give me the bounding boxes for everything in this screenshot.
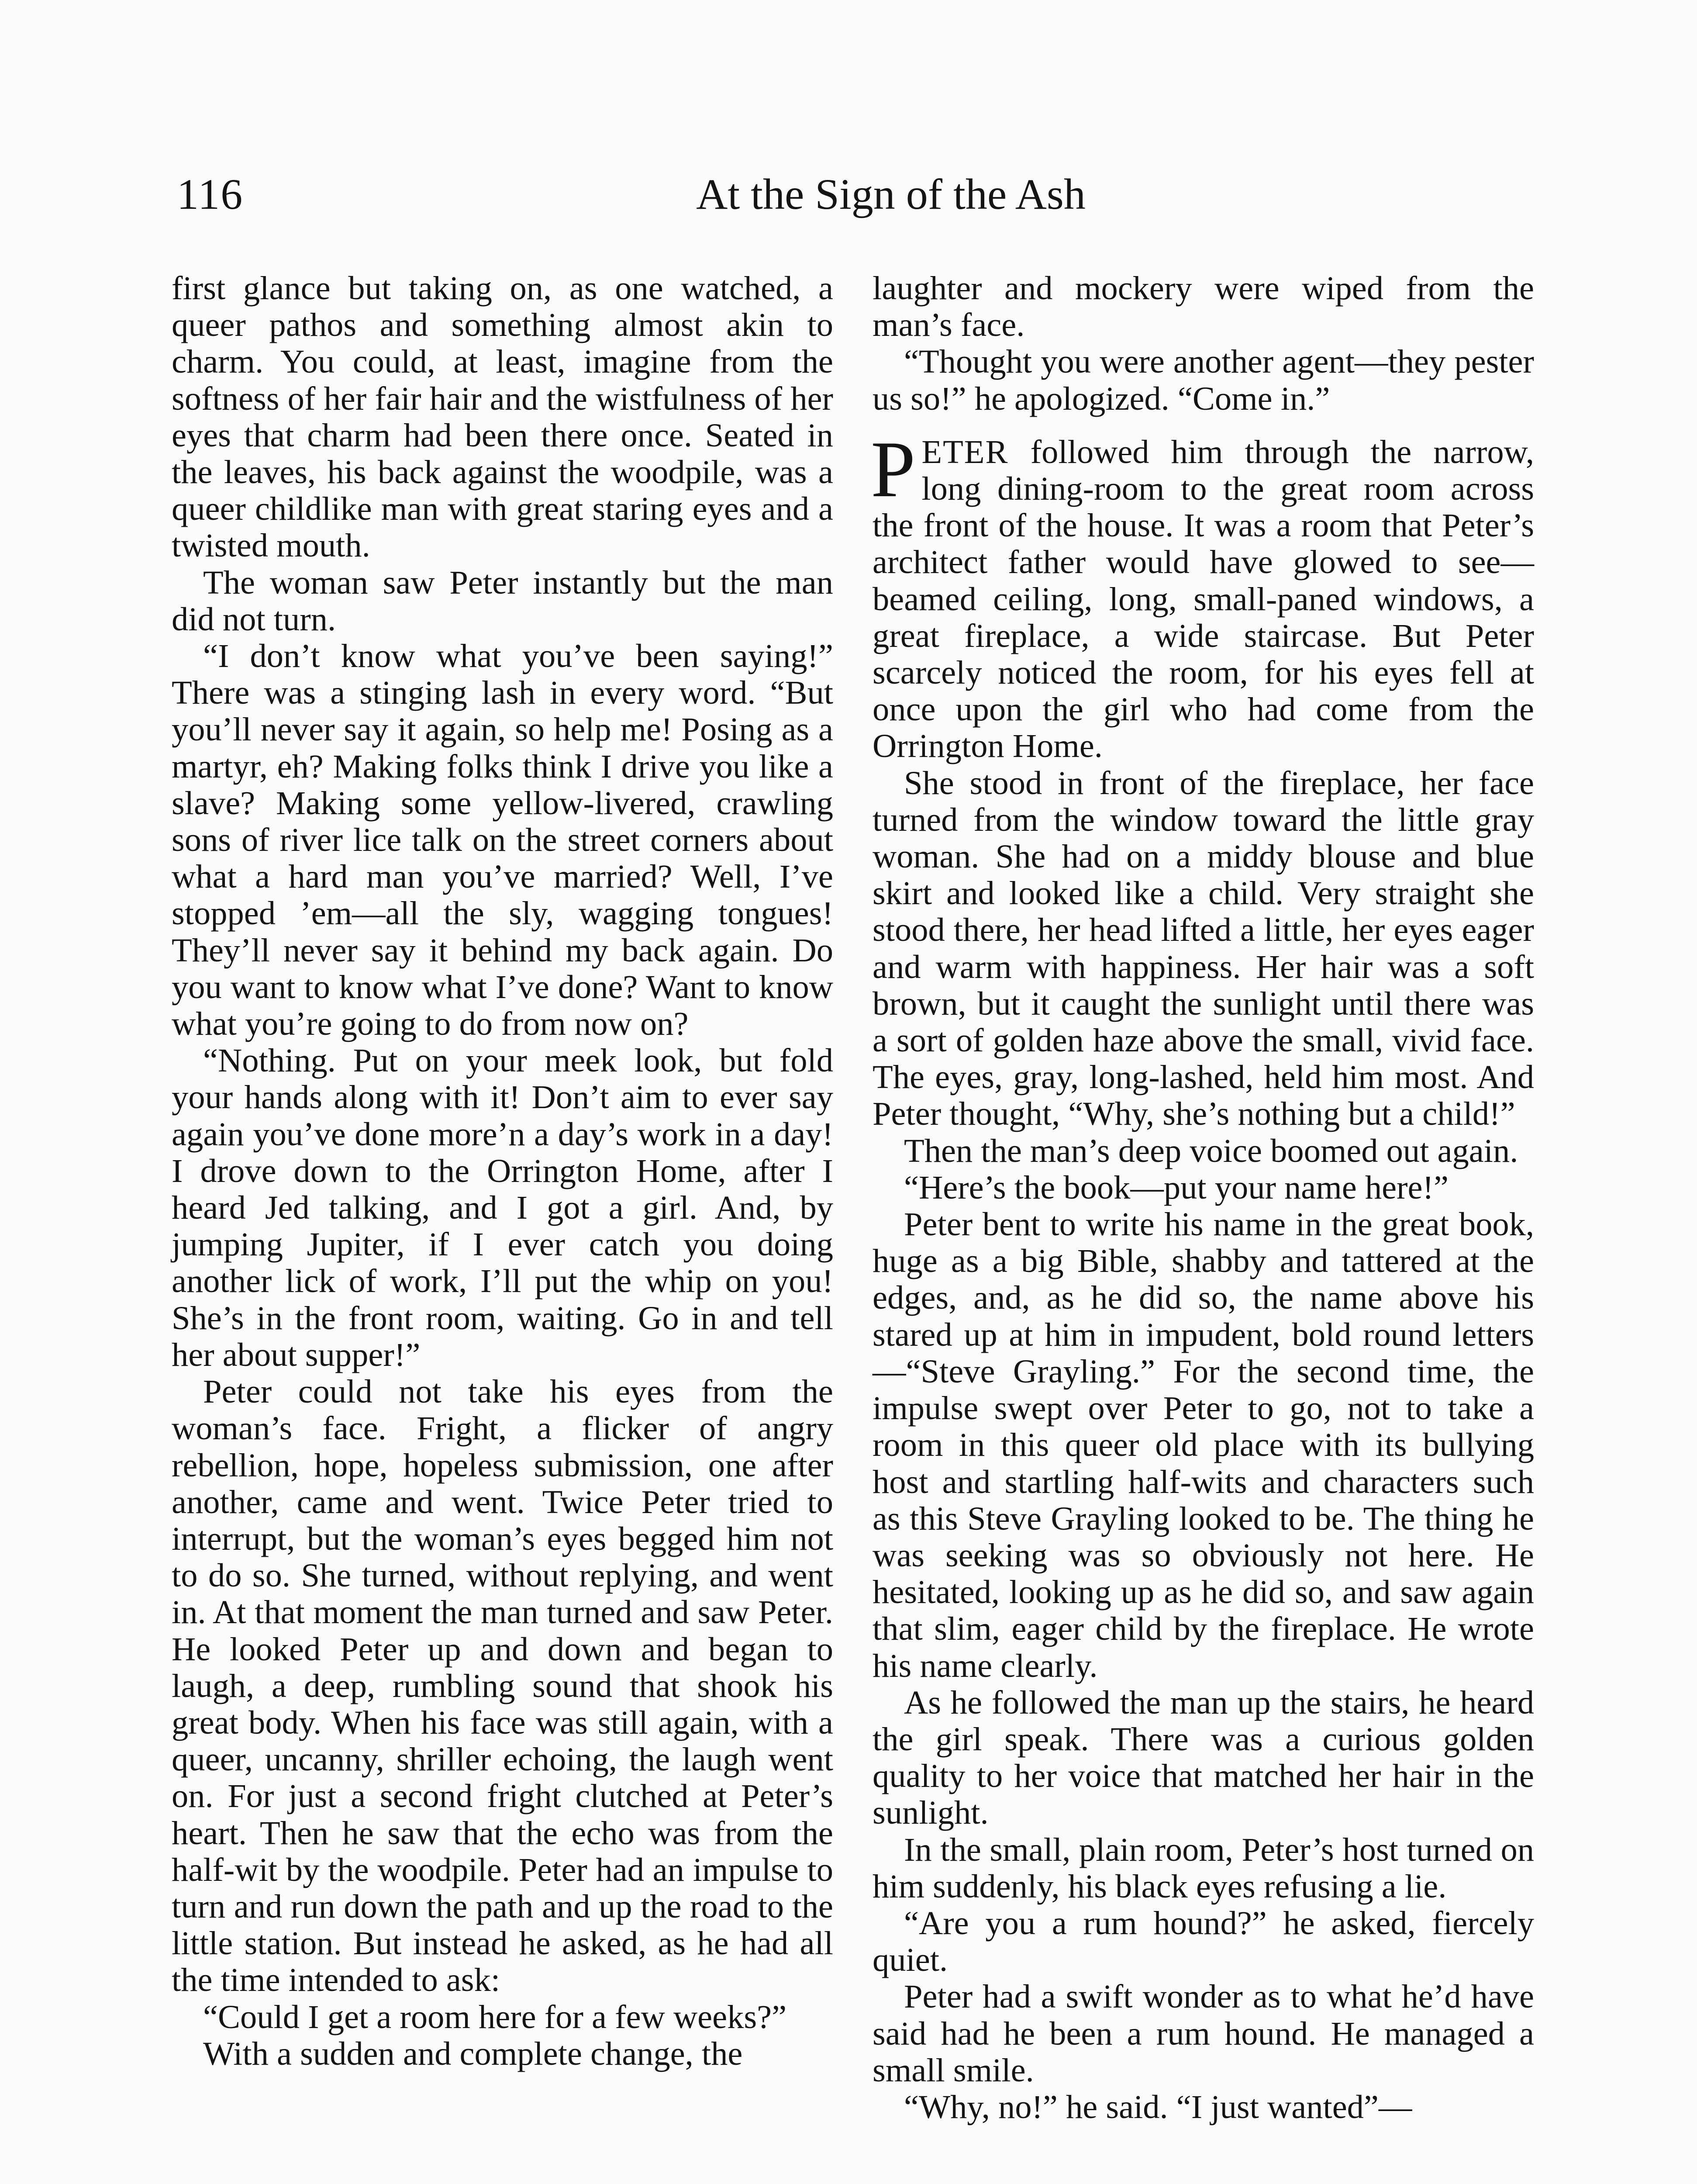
paragraph: first glance but taking on, as one watched, a queer pathos and something almost akin to charm. You could, at least, imagine from the softness of her fair hair and the wistfulness of her eyes that charm had been there once. Seated in the leaves, his back against the woodpile, was a queer childlike man with great staring eyes and a twisted mouth. <box>172 270 833 564</box>
paragraph: As he followed the man up the stairs, he heard the girl speak. There was a curious golden quality to her voice that matched her hair in the sunlight. <box>873 1683 1534 1832</box>
paragraph: She stood in front of the fireplace, her face turned from the window toward the little gray woman. She had on a middy blouse and blue skirt and looked like a child. Very straight she stood there, her head lifted a little, her eyes eager and warm with happiness. Her hair was a soft brown, but it caught the sunlight until there was a sort of golden haze above the small, vivid face. The eyes, gray, long-lashed, held him most. And Peter thought, “Why, she’s nothing but a child!” <box>873 764 1534 1133</box>
paragraph: The woman saw Peter instantly but the man did not turn. <box>172 563 833 638</box>
drop-cap: P <box>871 424 916 514</box>
page-number: 116 <box>177 170 244 218</box>
paragraph: Peter had a swift wonder as to what he’d have said had he been a rum hound. He managed a small smile. <box>873 1978 1534 2089</box>
paragraph: “Are you a rum hound?” he asked, fiercely quiet. <box>873 1904 1534 1979</box>
paragraph: “Here’s the book—put your name here!” <box>904 1168 1449 1206</box>
paragraph: Then the man’s deep voice boomed out again. <box>904 1132 1518 1169</box>
paragraph: laughter and mockery were wiped from the man’s face. <box>873 270 1534 344</box>
paragraph: With a sudden and complete change, the <box>203 2035 743 2072</box>
text-column-left <box>172 270 833 2072</box>
paragraph: “Nothing. Put on your meek look, but fold your hands along with it! Don’t aim to ever say again you’ve done more’n a day’s work in a day! I drove down to the Orrington Home, after I heard Jed talking, and I got a girl. And, by jumping Jupiter, if I ever catch you doing another lick of work, I’ll put the whip on you! She’s in the front room, waiting. Go in and tell her about supper!” <box>172 1042 833 1373</box>
small-caps-lead: ETER <box>921 433 1009 470</box>
section-opening-paragraph <box>871 424 1534 765</box>
paragraph-text: followed him through the narrow, long dining-room to the great room across the front of the house. It was a room that Peter’s architect father would have glowed to see—beamed ceiling, long, small-paned windows, a great fireplace, a wide staircase. But Peter scarcely noticed the room, for his eyes fell at once upon the girl who had come from the Orrington Home. <box>873 433 1534 765</box>
running-head-title: At the Sign of the Ash <box>696 170 1086 218</box>
paragraph: “Thought you were another agent—they pester us so!” he apologized. “Come in.” <box>873 343 1534 417</box>
text-column-right <box>873 270 1534 2125</box>
paragraph: In the small, plain room, Peter’s host turned on him suddenly, his black eyes refusing a lie. <box>873 1831 1534 1905</box>
paragraph: “Could I get a room here for a few weeks?” <box>203 1998 787 2035</box>
paragraph: “I don’t know what you’ve been saying!” There was a stinging lash in every word. “But you’ll never say it again, so help me! Posing as a martyr, eh? Making folks think I drive you like a slave? Making some yellow-livered, crawling sons of river lice talk on the street corners about what a hard man you’ve married? Well, I’ve stopped ’em—all the sly, wagging tongues! They’ll never say it behind my back again. Do you want to know what I’ve done? Want to know what you’re going to do from now on? <box>172 637 833 1043</box>
paragraph: “Why, no!” he said. “I just wanted”— <box>904 2088 1412 2125</box>
paragraph: Peter bent to write his name in the great book, huge as a big Bible, shabby and tattered at the edges, and, as he did so, the name above his stared up at him in impudent, bold round letters—“Steve Grayling.” For the second time, the impulse swept over Peter to go, not to take a room in this queer old place with its bullying host and startling half-wits and characters such as this Steve Grayling looked to be. The thing he was seeking was so obviously not here. He hesitated, looking up as he did so, and saw again that slim, eager child by the fireplace. He wrote his name clearly. <box>873 1206 1534 1684</box>
paragraph: Peter could not take his eyes from the woman’s face. Fright, a flicker of angry rebellion, hope, hopeless submission, one after another, came and went. Twice Peter tried to interrupt, but the woman’s eyes begged him not to do so. She turned, without replying, and went in. At that moment the man turned and saw Peter. He looked Peter up and down and began to laugh, a deep, rumbling sound that shook his great body. When his face was still again, with a queer, uncanny, shriller echoing, the laugh went on. For just a second fright clutched at Peter’s heart. Then he saw that the echo was from the half-wit by the woodpile. Peter had an impulse to turn and run down the path and up the road to the little station. But instead he asked, as he had all the time intended to ask: <box>172 1373 833 1999</box>
